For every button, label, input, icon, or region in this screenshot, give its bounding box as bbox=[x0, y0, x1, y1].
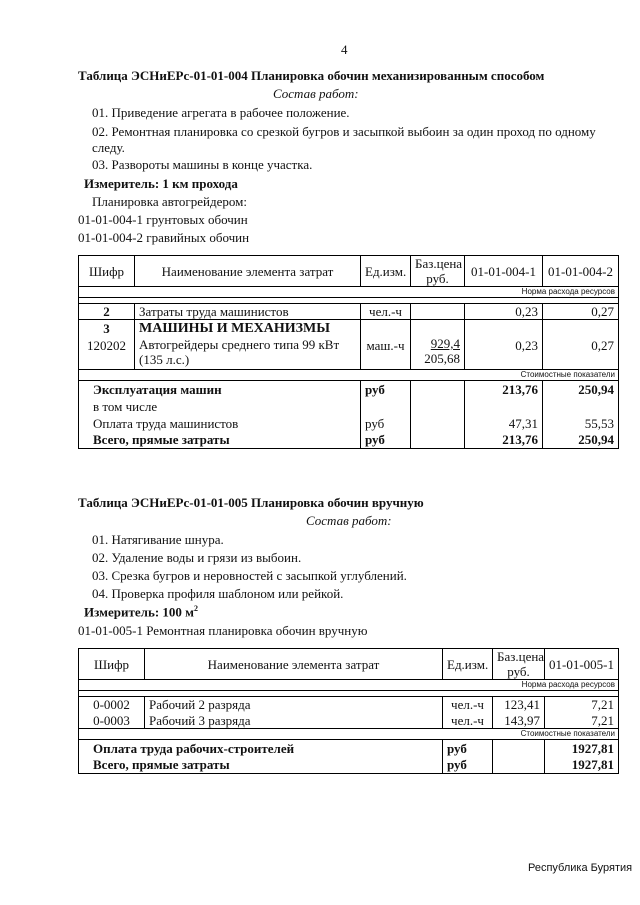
worker-1-price: 123,41 bbox=[493, 697, 545, 713]
grader-price-operator: 205,68 bbox=[424, 351, 460, 366]
t2-pay-unit: руб bbox=[443, 740, 493, 757]
table-2-heading: Таблица ЭСНиЕРс-01-01-005 Планировка обочин вручную bbox=[78, 495, 424, 510]
machines-row bbox=[79, 320, 619, 370]
incl-label: в том числе bbox=[79, 399, 361, 415]
t2-cost-label: Стоимостные показатели bbox=[79, 729, 619, 740]
norm-label: Норма расхода ресурсов bbox=[79, 287, 619, 298]
exp-label: Эксплуатация машин bbox=[79, 381, 361, 399]
incl-value-2 bbox=[543, 399, 619, 415]
total-label: Всего, прямые затраты bbox=[79, 432, 361, 449]
total-price bbox=[411, 432, 465, 449]
pay-value-1: 47,31 bbox=[465, 415, 543, 432]
pay-unit: руб bbox=[361, 415, 411, 432]
table-1-step-2: 02. Ремонтная планировка со срезкой бугров и засыпкой выбоин за один проход по одному bbox=[92, 124, 596, 139]
table-1 bbox=[78, 255, 619, 449]
t2-norm-label: Норма расхода ресурсов bbox=[79, 680, 619, 691]
exp-row bbox=[79, 381, 619, 399]
worker-2-value: 7,21 bbox=[545, 713, 619, 729]
table-2-composition-title: Состав работ: bbox=[306, 513, 392, 528]
grader-value-2: 0,27 bbox=[543, 320, 619, 370]
grader-price-cell bbox=[411, 320, 465, 370]
cost-label: Стоимостные показатели bbox=[79, 370, 619, 381]
pay-price bbox=[411, 415, 465, 432]
cost-label-row bbox=[79, 370, 619, 381]
header-cipher: Шифр bbox=[79, 256, 135, 287]
t2-header-price-line1: Баз.цена bbox=[497, 649, 545, 664]
total-value-1: 213,76 bbox=[465, 432, 543, 449]
machines-name-cell bbox=[135, 320, 361, 370]
header-col-2: 01-01-004-2 bbox=[543, 256, 619, 287]
grader-price: 929,4 bbox=[430, 336, 460, 351]
t2-total-label: Всего, прямые затраты bbox=[79, 757, 443, 774]
worker-2-price: 143,97 bbox=[493, 713, 545, 729]
exp-price bbox=[411, 381, 465, 399]
grader-unit: маш.-ч bbox=[361, 320, 411, 370]
table-1-code-1: 01-01-004-1 грунтовых обочин bbox=[78, 212, 248, 227]
worker-1-unit: чел.-ч bbox=[443, 697, 493, 713]
t2-header-cipher: Шифр bbox=[79, 649, 145, 680]
header-name: Наименование элемента затрат bbox=[135, 256, 361, 287]
table-row bbox=[79, 713, 619, 729]
labor-unit: чел.-ч bbox=[361, 304, 411, 320]
table-1-heading: Таблица ЭСНиЕРс-01-01-004 Планировка обочин механизированным способом bbox=[78, 68, 545, 83]
header-price bbox=[411, 256, 465, 287]
table-2-step-1: 01. Натягивание шнура. bbox=[92, 532, 224, 547]
machines-code-cell bbox=[79, 320, 135, 370]
t2-pay-row bbox=[79, 740, 619, 757]
table-1-measure: Измеритель: 1 км прохода bbox=[84, 176, 238, 191]
worker-2-name: Рабочий 3 разряда bbox=[145, 713, 443, 729]
labor-row bbox=[79, 304, 619, 320]
incl-price bbox=[411, 399, 465, 415]
worker-2-code: 0-0003 bbox=[79, 713, 145, 729]
table-2-header-row bbox=[79, 649, 619, 680]
table-2-step-2: 02. Удаление воды и грязи из выбоин. bbox=[92, 550, 302, 565]
table-2-measure bbox=[84, 604, 198, 620]
incl-value-1 bbox=[465, 399, 543, 415]
total-row bbox=[79, 432, 619, 449]
exp-unit: руб bbox=[361, 381, 411, 399]
machines-section-title: МАШИНЫ И МЕХАНИЗМЫ bbox=[139, 321, 331, 336]
pay-value-2: 55,53 bbox=[543, 415, 619, 432]
exp-value-2: 250,94 bbox=[543, 381, 619, 399]
table-1-step-3: 03. Развороты машины в конце участка. bbox=[92, 157, 313, 172]
grader-name: Автогрейдеры среднего типа 99 кВт bbox=[139, 337, 340, 352]
t2-total-price bbox=[493, 757, 545, 774]
page-number: 4 bbox=[341, 42, 348, 57]
t2-total-row bbox=[79, 757, 619, 774]
worker-1-code: 0-0002 bbox=[79, 697, 145, 713]
incl-unit bbox=[361, 399, 411, 415]
header-price-line2: руб. bbox=[426, 271, 449, 286]
table-1-composition-title: Состав работ: bbox=[273, 86, 359, 101]
pay-label: Оплата труда машинистов bbox=[79, 415, 361, 432]
pay-row bbox=[79, 415, 619, 432]
t2-norm-label-row bbox=[79, 680, 619, 691]
labor-code: 2 bbox=[79, 304, 135, 320]
total-unit: руб bbox=[361, 432, 411, 449]
t2-header-price-line2: руб. bbox=[507, 664, 530, 679]
grader-value-1: 0,23 bbox=[465, 320, 543, 370]
total-value-2: 250,94 bbox=[543, 432, 619, 449]
t2-cost-label-row bbox=[79, 729, 619, 740]
table-2 bbox=[78, 648, 619, 774]
t2-pay-label: Оплата труда рабочих-строителей bbox=[79, 740, 443, 757]
header-unit: Ед.изм. bbox=[361, 256, 411, 287]
t2-pay-price bbox=[493, 740, 545, 757]
t2-header-unit: Ед.изм. bbox=[443, 649, 493, 680]
labor-price bbox=[411, 304, 465, 320]
t2-header-name: Наименование элемента затрат bbox=[145, 649, 443, 680]
table-1-code-2: 01-01-004-2 гравийных обочин bbox=[78, 230, 250, 245]
table-1-step-2-cont: следу. bbox=[92, 140, 125, 155]
table-1-subtitle: Планировка автогрейдером: bbox=[92, 194, 247, 209]
table-2-code: 01-01-005-1 Ремонтная планировка обочин вручную bbox=[78, 623, 368, 638]
machines-section-code: 3 bbox=[103, 321, 110, 336]
table-2-step-4: 04. Проверка профиля шаблоном или рейкой. bbox=[92, 586, 344, 601]
t2-total-unit: руб bbox=[443, 757, 493, 774]
table-1-header-row bbox=[79, 256, 619, 287]
exp-value-1: 213,76 bbox=[465, 381, 543, 399]
footer-region: Республика Бурятия bbox=[528, 862, 633, 874]
grader-code: 120202 bbox=[87, 338, 126, 353]
grader-name-cont: (135 л.с.) bbox=[139, 352, 190, 367]
table-2-measure-text: Измеритель: 100 м bbox=[84, 604, 195, 620]
table-2-step-3: 03. Срезка бугров и неровностей с засыпкой углублений. bbox=[92, 568, 407, 583]
worker-1-name: Рабочий 2 разряда bbox=[145, 697, 443, 713]
t2-pay-value: 1927,81 bbox=[545, 740, 619, 757]
table-2-measure-sup: 2 bbox=[194, 604, 199, 613]
norm-label-row bbox=[79, 287, 619, 298]
t2-header-col-1: 01-01-005-1 bbox=[545, 649, 619, 680]
t2-total-value: 1927,81 bbox=[545, 757, 619, 774]
incl-row bbox=[79, 399, 619, 415]
table-row bbox=[79, 697, 619, 713]
table-1-step-1: 01. Приведение агрегата в рабочее положение. bbox=[92, 105, 350, 120]
labor-name: Затраты труда машинистов bbox=[135, 304, 361, 320]
labor-value-2: 0,27 bbox=[543, 304, 619, 320]
t2-header-price bbox=[493, 649, 545, 680]
header-price-line1: Баз.цена bbox=[415, 256, 463, 271]
worker-2-unit: чел.-ч bbox=[443, 713, 493, 729]
worker-1-value: 7,21 bbox=[545, 697, 619, 713]
header-col-1: 01-01-004-1 bbox=[465, 256, 543, 287]
labor-value-1: 0,23 bbox=[465, 304, 543, 320]
